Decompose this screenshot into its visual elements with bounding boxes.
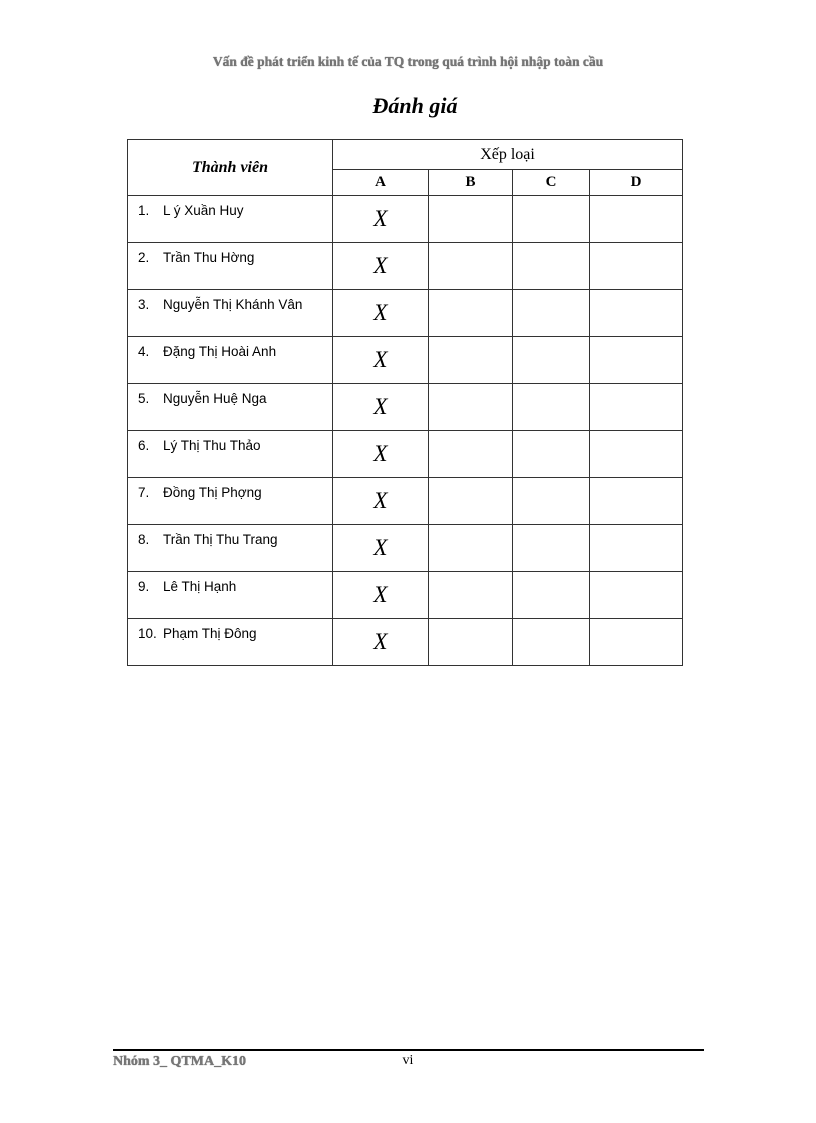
- grade-d-mark: [590, 196, 683, 243]
- grade-c-mark: [513, 196, 590, 243]
- table-row: [128, 243, 683, 290]
- grade-a-mark: X: [333, 525, 429, 572]
- grade-d-mark: [590, 478, 683, 525]
- table-row: [128, 384, 683, 431]
- member-name: Nguyễn Thị Khánh Vân: [163, 297, 303, 312]
- table-row: [128, 196, 683, 243]
- grade-b-mark: [429, 243, 513, 290]
- grade-d-mark: [590, 525, 683, 572]
- running-header: Vấn đề phát triển kinh tế của TQ trong quá trình hội nhập toàn cầu: [212, 54, 604, 69]
- grade-c-mark: [513, 431, 590, 478]
- member-name: Lý Thị Thu Thảo: [163, 438, 261, 453]
- grade-b-mark: [429, 337, 513, 384]
- member-name: Phạm Thị Đông: [163, 626, 257, 641]
- grade-a-mark: X: [333, 384, 429, 431]
- grade-c-mark: [513, 619, 590, 666]
- footer-group-label: Nhóm 3_ QTMA_K10: [113, 1054, 246, 1069]
- grade-header-d: D: [590, 170, 683, 196]
- grade-c-mark: [513, 478, 590, 525]
- member-number: 5.: [138, 391, 150, 406]
- member-name-cell: [128, 290, 333, 337]
- member-name-cell: [128, 337, 333, 384]
- member-name: Đồng Thị Phợng: [163, 485, 262, 500]
- member-number: 4.: [138, 344, 150, 359]
- member-name-cell: [128, 196, 333, 243]
- member-name: Nguyễn Huệ Nga: [163, 391, 267, 406]
- grade-a-mark: X: [333, 478, 429, 525]
- member-number: 6.: [138, 438, 150, 453]
- member-number: 2.: [138, 250, 150, 265]
- grade-a-mark: X: [333, 572, 429, 619]
- grade-b-mark: [429, 478, 513, 525]
- member-number: 1.: [138, 203, 150, 218]
- grade-c-mark: [513, 525, 590, 572]
- grade-c-mark: [513, 243, 590, 290]
- footer-divider: [113, 1049, 704, 1051]
- table-row: [128, 337, 683, 384]
- grade-c-mark: [513, 572, 590, 619]
- table-row: [128, 290, 683, 337]
- grade-c-mark: [513, 290, 590, 337]
- grade-b-mark: [429, 619, 513, 666]
- member-name: Lê Thị Hạnh: [163, 579, 237, 594]
- member-name-cell: [128, 243, 333, 290]
- member-number: 10.: [138, 626, 157, 641]
- grade-header-b: B: [429, 170, 513, 196]
- grade-a-mark: X: [333, 243, 429, 290]
- grade-a-mark: X: [333, 196, 429, 243]
- table-row: [128, 525, 683, 572]
- grade-d-mark: [590, 572, 683, 619]
- table-row: [128, 431, 683, 478]
- grade-b-mark: [429, 290, 513, 337]
- grade-b-mark: [429, 572, 513, 619]
- grade-b-mark: [429, 196, 513, 243]
- member-number: 8.: [138, 532, 150, 547]
- evaluation-table: [127, 139, 683, 666]
- member-name-cell: [128, 384, 333, 431]
- grade-header-a: A: [333, 170, 429, 196]
- grade-b-mark: [429, 525, 513, 572]
- grade-group-header: Xếp loại: [333, 140, 683, 170]
- member-name-cell: [128, 572, 333, 619]
- grade-b-mark: [429, 384, 513, 431]
- member-column-header: Thành viên: [128, 140, 333, 196]
- member-number: 7.: [138, 485, 150, 500]
- grade-d-mark: [590, 290, 683, 337]
- grade-header-c: C: [513, 170, 590, 196]
- member-name: Trần Thị Thu Trang: [163, 532, 278, 547]
- table-row: [128, 572, 683, 619]
- grade-b-mark: [429, 431, 513, 478]
- member-name: Trần Thu Hờng: [163, 250, 255, 265]
- member-name: L ý Xuần Huy: [163, 203, 244, 218]
- member-name-cell: [128, 478, 333, 525]
- page-number: vi: [402, 1053, 414, 1068]
- grade-d-mark: [590, 431, 683, 478]
- grade-a-mark: X: [333, 619, 429, 666]
- grade-d-mark: [590, 384, 683, 431]
- member-number: 9.: [138, 579, 150, 594]
- member-name-cell: [128, 619, 333, 666]
- grade-d-mark: [590, 243, 683, 290]
- grade-d-mark: [590, 619, 683, 666]
- grade-a-mark: X: [333, 337, 429, 384]
- member-number: 3.: [138, 297, 150, 312]
- grade-a-mark: X: [333, 290, 429, 337]
- table-row: [128, 619, 683, 666]
- table-row: [128, 478, 683, 525]
- grade-a-mark: X: [333, 431, 429, 478]
- member-name: Đặng Thị Hoài Anh: [163, 344, 277, 359]
- grade-c-mark: [513, 337, 590, 384]
- grade-c-mark: [513, 384, 590, 431]
- grade-d-mark: [590, 337, 683, 384]
- member-name-cell: [128, 431, 333, 478]
- page-title: Đánh giá: [372, 93, 458, 118]
- member-name-cell: [128, 525, 333, 572]
